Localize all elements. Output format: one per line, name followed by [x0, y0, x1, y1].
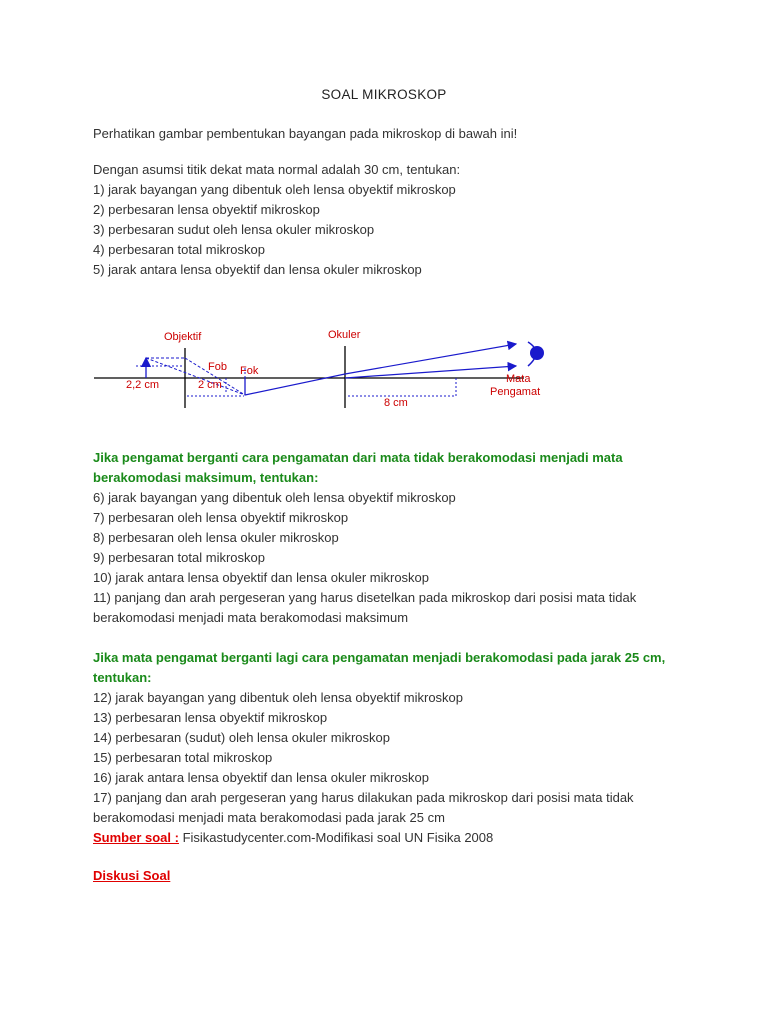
section-c-heading-2: tentukan:: [93, 670, 152, 685]
section-b-heading-1: Jika pengamat berganti cara pengamatan dari mata tidak berakomodasi menjadi mata: [93, 450, 623, 465]
section-c-heading-1: Jika mata pengamat berganti lagi cara pengamatan menjadi berakomodasi pada jarak 25 cm,: [93, 650, 666, 665]
ray-out-lower: [345, 366, 516, 378]
question-4: 4) perbesaran total mikroskop: [93, 242, 265, 257]
question-12: 12) jarak bayangan yang dibentuk oleh lensa obyektif mikroskop: [93, 690, 464, 705]
question-9: 9) perbesaran total mikroskop: [93, 550, 265, 565]
ray-object: [146, 358, 245, 395]
label-dist-2cm: 2 cm: [198, 379, 222, 391]
label-mata: Mata: [506, 373, 531, 385]
label-objektif: Objektif: [164, 331, 202, 343]
label-pengamat: Pengamat: [490, 386, 541, 398]
source-label-link[interactable]: Sumber soal :: [93, 830, 179, 845]
question-10: 10) jarak antara lensa obyektif dan lensa okuler mikroskop: [93, 570, 430, 585]
page-title: SOAL MIKROSKOP: [321, 87, 447, 102]
label-okuler: Okuler: [328, 329, 361, 341]
label-fob: Fob: [208, 361, 227, 373]
assumption-text: Dengan asumsi titik dekat mata normal adalah 30 cm, tentukan:: [93, 162, 461, 177]
ray-out-upper: [345, 344, 516, 374]
question-3: 3) perbesaran sudut oleh lensa okuler mikroskop: [93, 222, 375, 237]
question-8: 8) perbesaran oleh lensa okuler mikroskop: [93, 530, 339, 545]
section-b-heading-2: berakomodasi maksimum, tentukan:: [93, 470, 319, 485]
label-dist-8cm: 8 cm: [384, 397, 408, 409]
source-text: Fisikastudycenter.com-Modifikasi soal UN Fisika 2008: [178, 830, 494, 845]
question-14: 14) perbesaran (sudut) oleh lensa okuler mikroskop: [93, 730, 390, 745]
question-16: 16) jarak antara lensa obyektif dan lensa okuler mikroskop: [93, 770, 430, 785]
label-dist-object: 2,2 cm: [126, 379, 160, 391]
question-11-cont: berakomodasi menjadi mata berakomodasi maksimum: [93, 610, 409, 625]
microscope-diagram: [92, 322, 562, 412]
question-5: 5) jarak antara lensa obyektif dan lensa okuler mikroskop: [93, 262, 422, 277]
question-15: 15) perbesaran total mikroskop: [93, 750, 273, 765]
discussion-link[interactable]: Diskusi Soal: [93, 868, 171, 883]
question-7: 7) perbesaran oleh lensa obyektif mikroskop: [93, 510, 349, 525]
eye-pupil-icon: [530, 346, 544, 360]
intro-text: Perhatikan gambar pembentukan bayangan pada mikroskop di bawah ini!: [93, 126, 518, 141]
question-17-cont: berakomodasi menjadi mata berakomodasi pada jarak 25 cm: [93, 810, 445, 825]
ray-to-eyepiece: [245, 374, 345, 395]
question-6: 6) jarak bayangan yang dibentuk oleh lensa obyektif mikroskop: [93, 490, 456, 505]
question-1: 1) jarak bayangan yang dibentuk oleh lensa obyektif mikroskop: [93, 182, 456, 197]
question-2: 2) perbesaran lensa obyektif mikroskop: [93, 202, 320, 217]
question-11: 11) panjang dan arah pergeseran yang harus disetelkan pada mikroskop dari posisi mata tidak: [93, 590, 637, 605]
discussion-line: [93, 866, 170, 886]
question-17: 17) panjang dan arah pergeseran yang harus dilakukan pada mikroskop dari posisi mata tidak: [93, 790, 634, 805]
source-line: [93, 828, 493, 848]
question-13: 13) perbesaran lensa obyektif mikroskop: [93, 710, 328, 725]
label-fok: Fok: [240, 365, 259, 377]
